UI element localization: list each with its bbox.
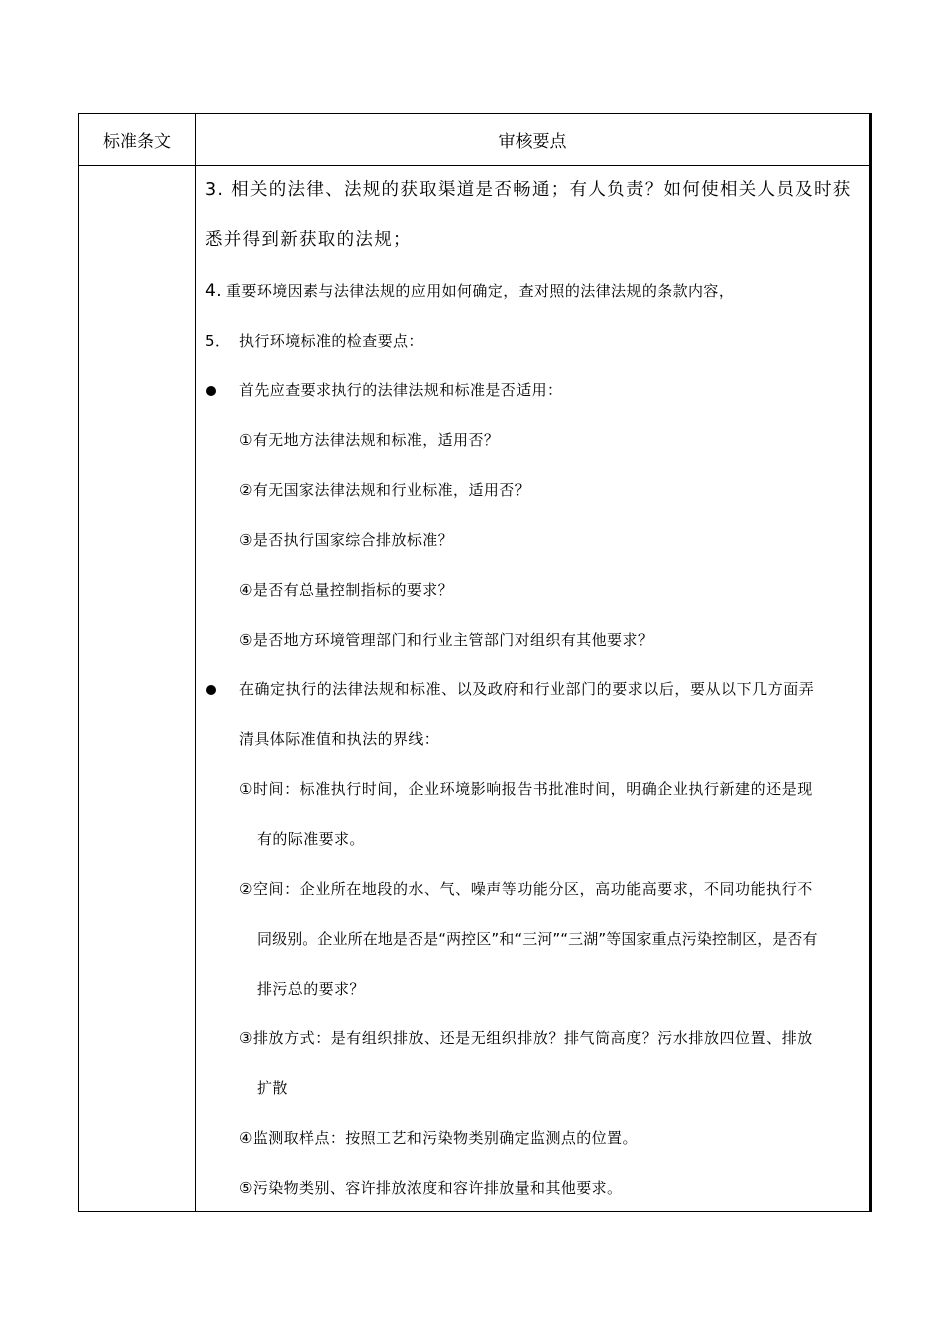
point-3-line-2: 悉并得到新获取的法规； [205, 230, 412, 250]
bullet-2-item-2-line-2: 同级别。企业所在地是否是“两控区”和“三河”“三湖”等国家重点污染控制区，是否有 [257, 930, 818, 948]
point-5-text: 执行环境标准的检查要点： [239, 332, 424, 350]
bullet-2-item-1-line-2: 有的际准要求。 [257, 830, 365, 848]
bullet-1-item-5: ⑤是否地方环境管理部门和行业主管部门对组织有其他要求？ [239, 631, 654, 649]
bullet-1-item-1: ①有无地方法律法规和标准，适用否？ [239, 431, 500, 449]
bullet-2-item-3-line-1: ③排放方式：是有组织排放、还是无组织排放？排气筒高度？污水排放四位置、排放 [239, 1029, 813, 1047]
bullet-1-text: 首先应查要求执行的法律法规和标准是否适用： [239, 381, 563, 399]
bullet-1-item-2: ②有无国家法律法规和行业标准，适用否？ [239, 481, 531, 499]
bullet-1-dot-icon [206, 386, 216, 396]
bullet-2-item-2-line-3: 排污总的要求？ [257, 980, 365, 998]
header-standard-clause: 标准条文 [103, 132, 171, 152]
bullet-2-item-3-line-2: 扩散 [257, 1079, 288, 1097]
bullet-2-item-5: ⑤污染物类别、容许排放浓度和容许排放量和其他要求。 [239, 1179, 623, 1197]
point-5-number: 5． [205, 332, 231, 350]
point-4-number: 4. [205, 281, 223, 301]
bullet-2-item-4: ④监测取样点：按照工艺和污染物类别确定监测点的位置。 [239, 1129, 638, 1147]
bullet-2-item-1-line-1: ①时间：标准执行时间，企业环境影响报告书批准时间，明确企业执行新建的还是现 [239, 780, 813, 798]
bullet-2-line-1: 在确定执行的法律法规和标准、以及政府和行业部门的要求以后，要从以下几方面弄 [239, 680, 815, 698]
bullet-2-dot-icon [206, 685, 216, 695]
bullet-1-item-4: ④是否有总量控制指标的要求？ [239, 581, 454, 599]
bullet-2-line-2: 清具体际准值和执法的界线： [239, 730, 440, 748]
header-audit-points: 审核要点 [498, 132, 567, 152]
point-5 [205, 334, 424, 349]
bullet-2-item-2-line-1: ②空间：企业所在地段的水、气、噪声等功能分区，高功能高要求，不同功能执行不 [239, 880, 813, 898]
point-4 [205, 283, 734, 300]
point-4-text: 重要环境因素与法律法规的应用如何确定，查对照的法律法规的条款内容， [226, 282, 735, 300]
bullet-1-item-3: ③是否执行国家综合排放标准？ [239, 531, 454, 549]
point-3-line-1: 3. 相关的法律、法规的获取渠道是否畅通；有人负责？如何使相关人员及时获 [205, 180, 852, 200]
